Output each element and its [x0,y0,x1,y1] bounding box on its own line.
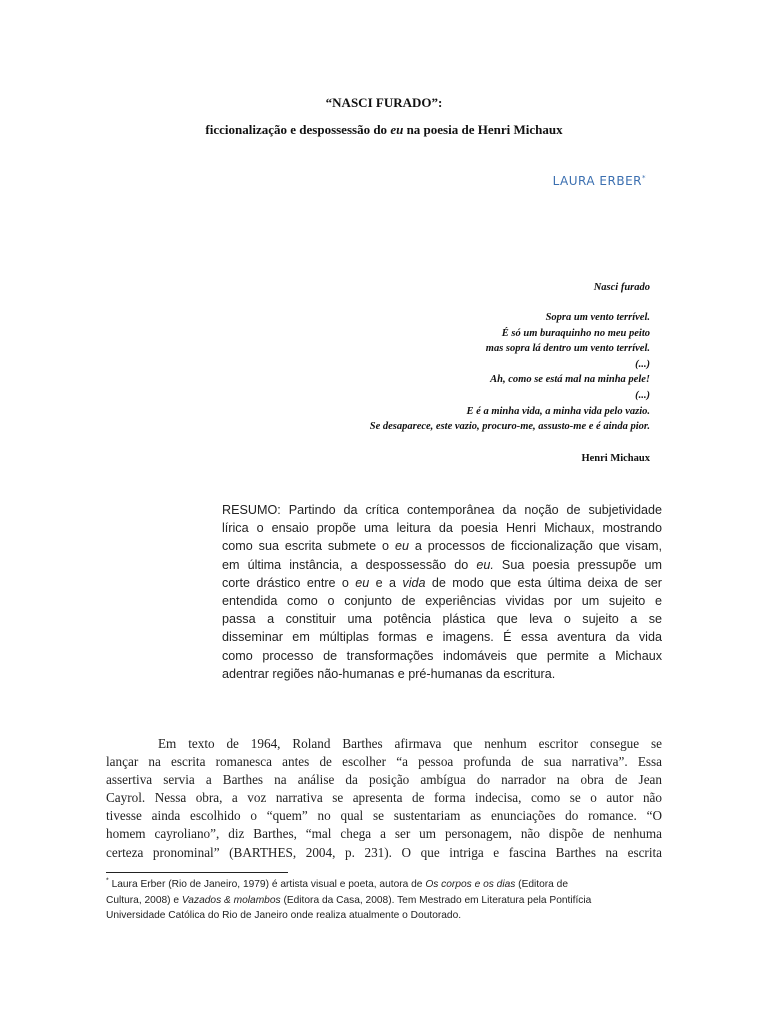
footnote-line [106,893,662,909]
body-line: assertiva servia a Barthes na análise da posição ambígua do narrador na obra de Jean [106,772,662,788]
abstract-text: e a [369,575,403,590]
abstract-italic: eu. [476,557,494,572]
body-line: Em texto de 1964, Roland Barthes afirmava que nenhum escritor consegue se [158,736,662,751]
abstract-text: a processos de ficcionalização que visam, [408,539,662,554]
abstract-line: RESUMO: Partindo da crítica contemporânea da noção de subjetividade [222,503,662,517]
abstract-line: como processo de transformações indomáveis que permite a Michaux [222,648,662,663]
epigraph-line: Sopra um vento terrível. [545,312,650,323]
abstract-text: como sua escrita submete o [222,539,395,554]
footnote-marker: * [106,877,109,885]
subtitle-italic-eu: eu [390,122,404,137]
article-title: “NASCI FURADO”: [325,95,443,110]
body-line: homem cayroliano”, diz Barthes, “mal chega a ser um personagem, não dispõe de nenhuma [106,826,662,842]
abstract-line: entendida como o conjunto de experiências vividas por um sujeito e [222,594,662,609]
epigraph-line: E é a minha vida, a minha vida pelo vazio. [466,405,650,417]
subtitle-part: ficcionalização e despossessão do [205,122,391,137]
footnote-line [106,877,662,893]
body-paragraph [106,735,662,862]
author-name-text: LAURA ERBER [552,174,642,188]
epigraph-line: Ah, como se está mal na minha pele! [490,374,650,386]
footnote-text: (Editora da Casa, 2008). Tem Mestrado em Literatura pela Pontifícia [280,894,592,906]
article-subtitle [0,122,768,138]
abstract-text: em última instância, a despossessão do [222,557,477,572]
epigraph-poem [370,310,650,435]
abstract-line [222,537,662,555]
body-line: tivesse ainda escolhido o “quem” no qual se sustentariam as enunciações do romance. “O [106,808,662,824]
footnote-text: Laura Erber (Rio de Janeiro, 1979) é artista visual e poeta, autora de [108,879,426,890]
abstract-line: disseminar em múltiplas formas e imagens. É essa aventura da vida [222,630,662,645]
body-line: Cayrol. Nessa obra, a voz narrativa se apresenta de forma indecisa, como se o autor não [106,790,662,806]
epigraph-line: É só um buraquinho no meu peito [501,327,650,339]
abstract [222,501,662,683]
epigraph-author: Henri Michaux [581,453,650,464]
footnote [106,877,662,924]
footnote-text: (Editora de [515,879,569,890]
abstract-line: lírica o ensaio propõe uma leitura da poesia Henri Michaux, mostrando [222,521,662,536]
epigraph-line: (...) [635,389,650,401]
epigraph-line: Se desaparece, este vazio, procuro-me, assusto-me e é ainda pior. [369,421,650,433]
footnote-book-title: Os corpos e os dias [425,879,516,890]
footnote-divider [106,872,288,873]
abstract-italic: eu [394,539,409,554]
epigraph-line: (...) [635,358,650,370]
abstract-italic: vida [402,575,426,590]
footnote-line: Universidade Católica do Rio de Janeiro onde realiza atualmente o Doutorado. [106,910,462,921]
epigraph-line: mas sopra lá dentro um vento terrível. [485,343,650,355]
footnote-marker-link[interactable]: * [642,174,646,182]
abstract-line [222,556,662,574]
footnote-book-title: Vazados & molambos [181,894,281,906]
subtitle-part: na poesia de Henri Michaux [403,122,563,137]
abstract-text: Sua poesia pressupõe um [493,557,663,572]
abstract-line: passa a constituir uma potência plástica que leva o sujeito a se [222,612,662,627]
abstract-line: adentrar regiões não-humanas e pré-humanas da escritura. [222,666,556,681]
footnote-text: Cultura, 2008) e [106,894,182,906]
abstract-italic: eu [355,575,370,590]
abstract-line [222,574,662,592]
body-line: certeza pronominal” (BARTHES, 2004, p. 231). O que intriga e fascina Barthes na escrita [106,844,662,860]
abstract-text: de modo que esta última deixa de ser [425,575,662,590]
body-line: lançar na escrita romanesca antes de escolher “a pessoa profunda de sua narrativa”. Essa [106,754,662,770]
abstract-text: corte drástico entre o [222,575,356,590]
author-name [553,174,646,188]
epigraph-title: Nasci furado [593,282,650,293]
